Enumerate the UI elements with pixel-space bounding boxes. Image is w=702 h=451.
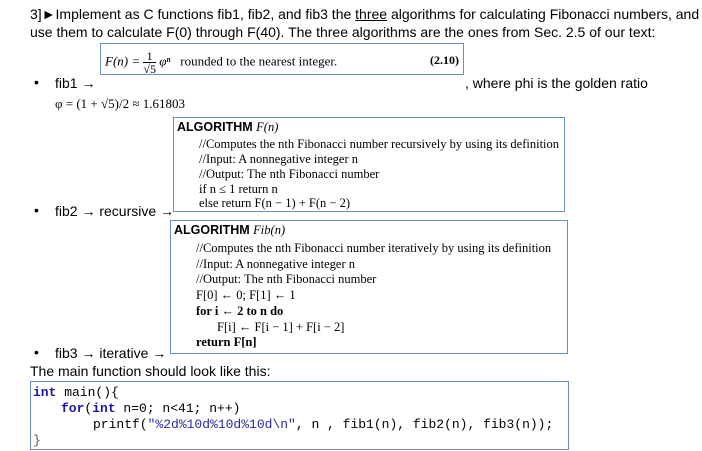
alg-recursive-header: ALGORITHM F(n) <box>177 120 279 134</box>
alg-iterative-line: //Computes the nth Fibonacci number iteratively by using its definition <box>196 241 552 255</box>
code-box <box>30 381 569 450</box>
algorithm-recursive-box <box>173 117 565 212</box>
code-line-4: } <box>33 433 41 448</box>
alg-iterative-header: ALGORITHM Fib(n) <box>174 223 286 237</box>
alg-iterative-line: //Input: A nonnegative integer n <box>196 257 355 271</box>
formula-box <box>100 43 464 75</box>
alg-iterative-line: F[i] ← F[i − 1] + F[i − 2] <box>217 320 345 334</box>
alg-recursive-line: if n ≤ 1 return n <box>199 182 278 196</box>
alg-recursive-line: //Input: A nonnegative integer n <box>199 152 358 166</box>
code-line-1: int main(){ <box>33 385 119 400</box>
play-arrow-icon: ► <box>41 6 56 22</box>
alg-recursive-line: else return F(n − 1) + F(n − 2) <box>199 196 350 210</box>
formula: F(n) = $\frac{1}{√5}$ φⁿ rounded to the nearest integer. <box>105 49 338 76</box>
bullet-fib1: • <box>34 74 39 90</box>
fib1-phi-note: , where phi is the golden ratio <box>465 75 648 91</box>
intro-line-2: use them to calculate F(0) through F(40). The three algorithms are the ones from Sec. 2.5 of our text: <box>30 24 656 40</box>
problem-number: 3] <box>30 6 42 22</box>
alg-iterative-line: for i ← 2 to n do <box>196 304 284 318</box>
alg-recursive-line: //Output: The nth Fibonacci number <box>199 167 380 181</box>
fib2-label: fib2 → recursive → <box>55 203 175 219</box>
bullet-fib2: • <box>34 202 39 218</box>
alg-recursive-line: //Computes the nth Fibonacci number recursively by using its definition <box>199 137 560 151</box>
phi-definition: φ = (1 + √5)/2 ≈ 1.61803 <box>55 96 185 111</box>
code-line-2: for(int n=0; n<41; n++) <box>61 401 241 416</box>
alg-iterative-line: return F[n] <box>196 335 257 349</box>
main-intro: The main function should look like this: <box>30 363 271 379</box>
alg-iterative-line: //Output: The nth Fibonacci number <box>196 272 377 286</box>
algorithm-iterative-box <box>170 220 568 354</box>
equation-number: (2.10) <box>430 53 459 67</box>
alg-iterative-line: F[0] ← 0; F[1] ← 1 <box>196 288 296 302</box>
underlined-three: three <box>355 6 388 22</box>
fib3-label: fib3 → iterative → <box>55 345 167 361</box>
bullet-fib3: • <box>34 344 39 360</box>
fraction: $\frac{1}{√5}$ <box>143 49 156 76</box>
fib1-label: fib1 → <box>55 75 96 91</box>
intro-line-1: 3]►Implement as C functions fib1, fib2, and fib3 the three algorithms for calculating Fibonacci numbers, and <box>30 6 700 22</box>
code-line-3: printf("%2d%10d%10d%10d\n", n , fib1(n), fib2(n), fib3(n)); <box>93 417 554 432</box>
